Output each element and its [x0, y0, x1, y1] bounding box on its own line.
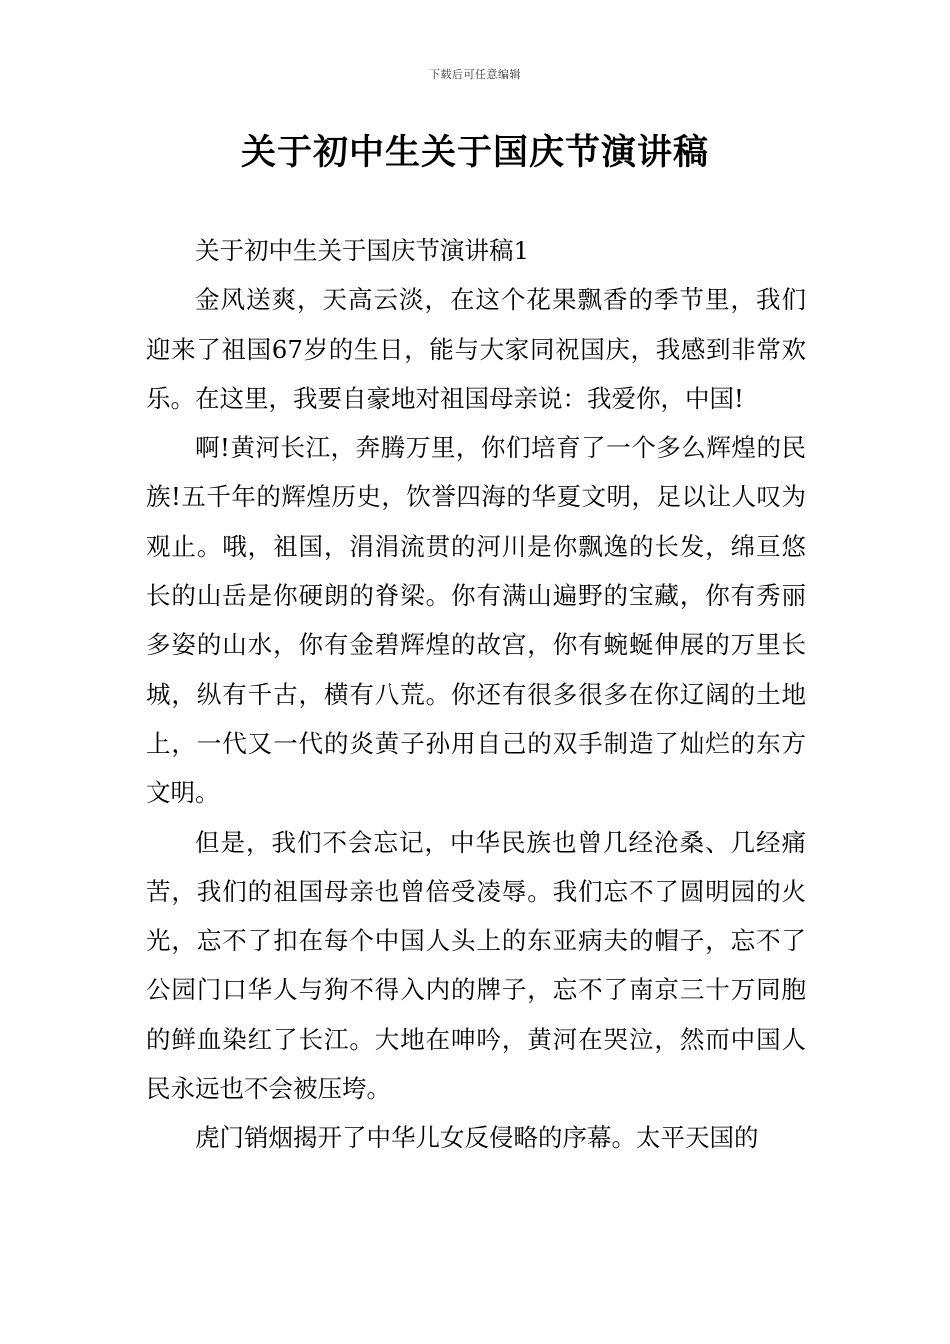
paragraph-1: 金风送爽，天高云淡，在这个花果飘香的季节里，我们迎来了祖国67岁的生日，能与大家同祝国庆，我感到非常欢乐。在这里，我要自豪地对祖国母亲说：我爱你，中国!	[146, 285, 806, 413]
paragraph-2: 啊!黄河长江，奔腾万里，你们培育了一个多么辉煌的民族!五千年的辉煌历史，饮誉四海的华夏文明，足以让人叹为观止。哦，祖国，涓涓流贯的河川是你飘逸的长发，绵亘悠长的山岳是你硬朗的脊梁。你有满山遍野的宝藏，你有秀丽多姿的山水，你有金碧辉煌的故宫，你有蜿蜒伸展的万里长城，纵有千古，横有八荒。你还有很多很多在你辽阔的土地上，一代又一代的炎黄子孙用自己的双手制造了灿烂的东方文明。	[146, 433, 806, 808]
paragraph-4: 虎门销烟揭开了中华儿女反侵略的序幕。太平天国的	[195, 1123, 759, 1153]
document-body	[146, 226, 806, 1163]
header-note: 下载后可任意编辑	[429, 68, 521, 81]
paragraph-3: 但是，我们不会忘记，中华民族也曾几经沧桑、几经痛苦，我们的祖国母亲也曾倍受凌辱。我们忘不了圆明园的火光，忘不了扣在每个中国人头上的东亚病夫的帽子，忘不了公园门口华人与狗不得入内的牌子，忘不了南京三十万同胞的鲜血染红了长江。大地在呻吟，黄河在哭泣，然而中国人民永远也不会被压垮。	[146, 827, 806, 1104]
document-title: 关于初中生关于国庆节演讲稿	[240, 133, 709, 173]
section-heading: 关于初中生关于国庆节演讲稿1	[195, 236, 530, 265]
